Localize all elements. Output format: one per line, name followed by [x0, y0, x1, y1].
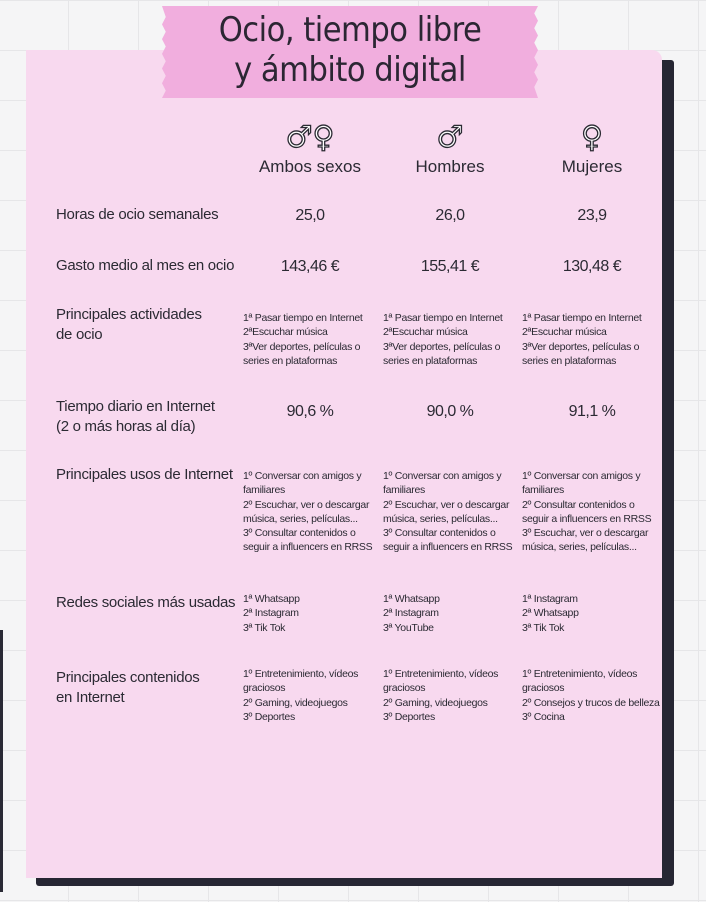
edge-line [0, 630, 3, 892]
list-item: 1º Conversar con amigos y familiares [383, 470, 502, 497]
label-line: Tiempo diario en Internet [56, 398, 215, 415]
list-item: 1ª Instagram [522, 593, 578, 605]
male-female-icon: ♂♀ [285, 120, 335, 155]
list-item: 1º Conversar con amigos y familiares [522, 470, 641, 497]
list-item: 2ªEscuchar música [522, 326, 607, 339]
list-contenidos-mujeres [522, 667, 660, 724]
value-tiempo-hombres: 90,0 % [426, 403, 474, 420]
row-label-actividades [56, 305, 236, 345]
label-line: Principales actividades [56, 306, 202, 323]
list-item: 2º Gaming, videojuegos [243, 696, 348, 709]
title-tape [162, 6, 538, 98]
value-horas-ambos: 25,0 [295, 207, 325, 224]
list-item: 2ª Whatsapp [522, 607, 579, 620]
list-item: 1º Conversar con amigos y familiares [243, 470, 362, 497]
list-item: 2ª Instagram [383, 607, 439, 620]
list-redes-hombres [383, 592, 521, 635]
male-icon: ♂ [436, 120, 464, 155]
list-item: 1ª Whatsapp [243, 593, 300, 605]
list-usos-mujeres [522, 469, 660, 555]
value-gasto-mujeres: 130,48 € [562, 258, 622, 275]
value-horas-hombres: 26,0 [435, 207, 465, 224]
list-redes-ambos [243, 592, 381, 635]
list-item: 3º Consultar contenidos o seguir a influencers en RRSS [383, 527, 513, 554]
label-line: Principales contenidos [56, 669, 200, 686]
value-horas-mujeres: 23,9 [577, 207, 607, 224]
list-item: 3ªVer deportes, películas o series en plataformas [243, 340, 361, 367]
row-label-contenidos [56, 668, 236, 708]
list-item: 3º Consultar contenidos o seguir a influencers en RRSS [243, 527, 373, 554]
label-line: (2 o más horas al día) [56, 418, 196, 435]
list-item: 2ª Instagram [243, 607, 299, 620]
column-label: Hombres [415, 157, 485, 176]
list-item: 1º Entretenimiento, vídeos graciosos [243, 668, 359, 695]
list-item: 3º Escuchar, ver o descargar música, series, películas... [522, 527, 649, 554]
column-header-mujeres [522, 122, 662, 178]
list-contenidos-ambos [243, 667, 381, 724]
list-item: 2ªEscuchar música [243, 326, 328, 339]
list-usos-ambos [243, 469, 381, 555]
list-item: 3ª YouTube [383, 621, 434, 634]
list-item: 3ªVer deportes, películas o series en plataformas [522, 340, 640, 367]
column-label: Mujeres [561, 157, 623, 176]
list-actividades-ambos [243, 311, 381, 368]
list-contenidos-hombres [383, 667, 521, 724]
page-title [162, 10, 538, 90]
title-line-2: y ámbito digital [234, 50, 466, 90]
list-item: 1ª Whatsapp [383, 593, 440, 605]
list-item: 1º Entretenimiento, vídeos graciosos [383, 668, 499, 695]
list-item: 1ª Pasar tiempo en Internet [243, 312, 363, 324]
list-item: 2º Gaming, videojuegos [383, 696, 488, 709]
label-line: en Internet [56, 689, 125, 706]
list-item: 2ªEscuchar música [383, 326, 468, 339]
value-gasto-hombres: 155,41 € [420, 258, 480, 275]
list-item: 2º Consejos y trucos de belleza [522, 696, 660, 709]
row-label-tiempo [56, 397, 236, 437]
title-line-1: Ocio, tiempo libre [218, 10, 482, 50]
list-item: 3º Cocina [522, 710, 565, 723]
list-item: 1ª Pasar tiempo en Internet [522, 312, 642, 324]
list-item: 1º Entretenimiento, vídeos graciosos [522, 668, 638, 695]
list-usos-hombres [383, 469, 521, 555]
row-label-horas: Horas de ocio semanales [56, 206, 219, 223]
list-item: 3ª Tik Tok [243, 621, 286, 634]
list-item: 2º Consultar contenidos o seguir a influencers en RRSS [522, 498, 652, 525]
list-actividades-mujeres [522, 311, 660, 368]
column-label: Ambos sexos [258, 157, 362, 176]
list-item: 3ª Tik Tok [522, 621, 565, 634]
row-label-redes: Redes sociales más usadas [56, 594, 236, 611]
value-gasto-ambos: 143,46 € [280, 258, 340, 275]
list-item: 3º Deportes [243, 710, 295, 723]
row-label-usos: Principales usos de Internet [56, 466, 233, 483]
column-header-ambos [240, 122, 380, 178]
label-line: de ocio [56, 326, 103, 343]
value-tiempo-ambos: 90,6 % [286, 403, 334, 420]
value-tiempo-mujeres: 91,1 % [568, 403, 616, 420]
list-redes-mujeres [522, 592, 660, 635]
list-item: 2º Escuchar, ver o descargar música, series, películas... [243, 498, 370, 525]
list-item: 3º Deportes [383, 710, 435, 723]
list-item: 2º Escuchar, ver o descargar música, series, películas... [383, 498, 510, 525]
list-item: 1ª Pasar tiempo en Internet [383, 312, 503, 324]
row-label-gasto: Gasto medio al mes en ocio [56, 257, 235, 274]
list-item: 3ªVer deportes, películas o series en plataformas [383, 340, 501, 367]
female-icon: ♀ [581, 120, 603, 155]
column-header-hombres [380, 122, 520, 178]
list-actividades-hombres [383, 311, 521, 368]
